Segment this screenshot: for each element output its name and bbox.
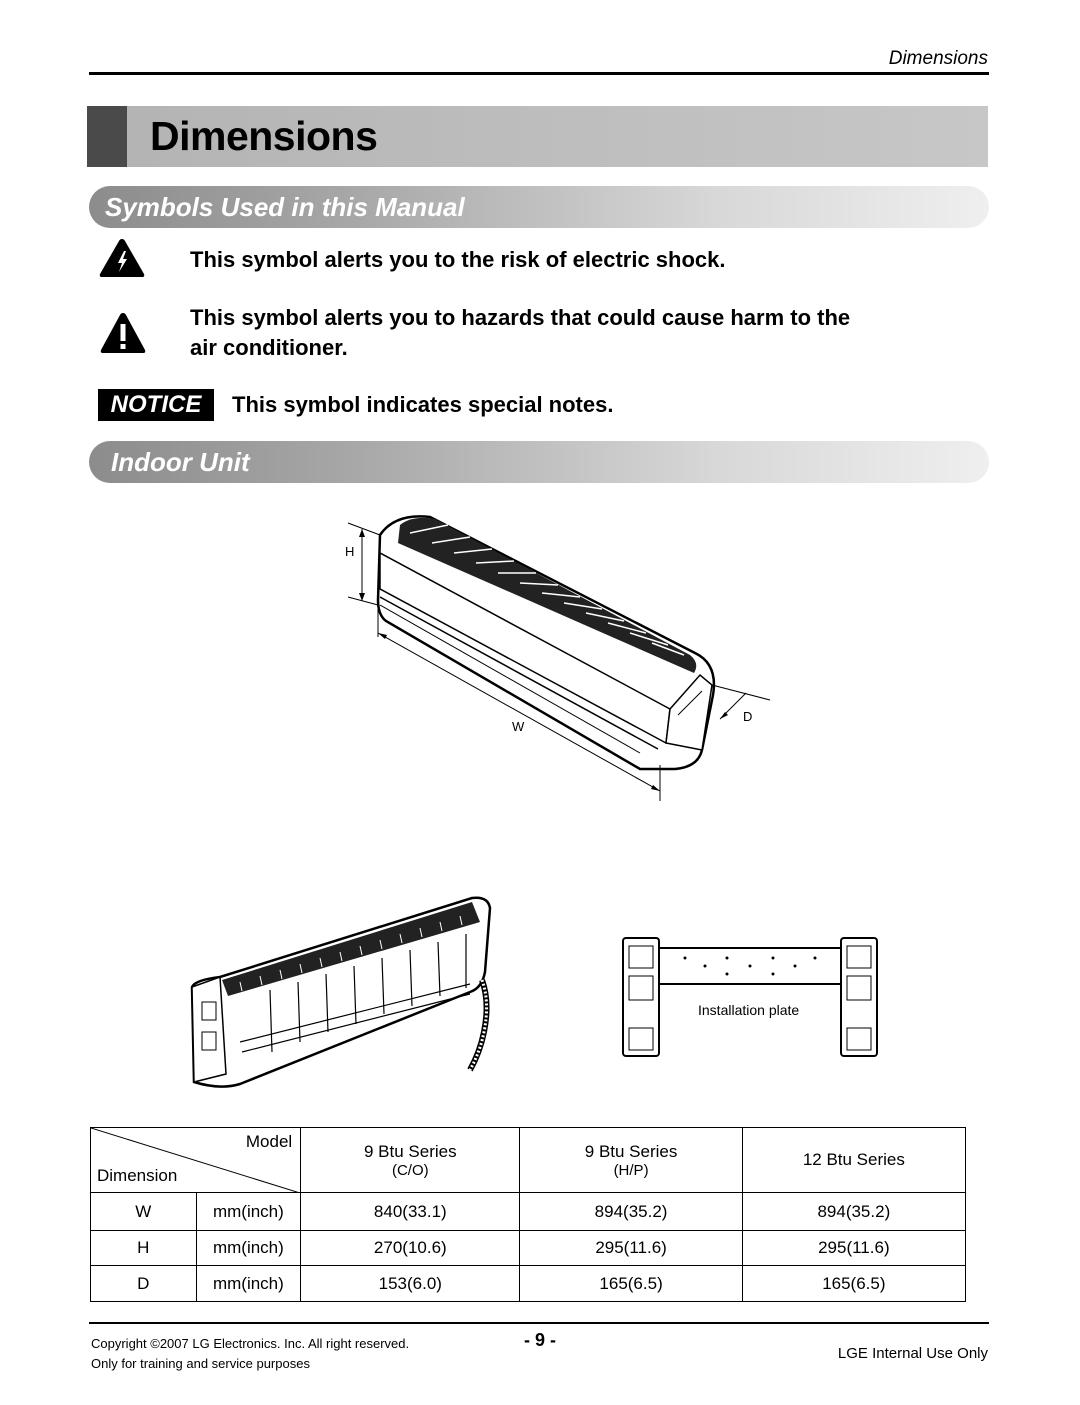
dimension-label-w: W bbox=[512, 719, 525, 734]
value-cell: 295(11.6) bbox=[742, 1231, 965, 1266]
notice-badge: NOTICE bbox=[98, 389, 214, 421]
footer-internal-use: LGE Internal Use Only bbox=[837, 1345, 988, 1362]
table-row bbox=[91, 1231, 966, 1266]
dimension-cell: W bbox=[91, 1193, 197, 1231]
value-cell: 894(35.2) bbox=[742, 1193, 965, 1231]
table-row bbox=[91, 1266, 966, 1302]
symbol-caution-text-line1: This symbol alerts you to hazards that could cause harm to the bbox=[190, 305, 851, 330]
column-header-line1: 9 Btu Series bbox=[584, 1141, 678, 1161]
installation-plate-label: Installation plate bbox=[698, 1002, 800, 1018]
symbols-section-bar bbox=[89, 186, 989, 228]
indoor-section-bar bbox=[89, 441, 989, 483]
footer-copyright: Copyright ©2007 LG Electronics. Inc. All right reserved. bbox=[91, 1336, 410, 1351]
value-cell: 894(35.2) bbox=[520, 1193, 742, 1231]
symbol-shock-text: This symbol alerts you to the risk of electric shock. bbox=[190, 247, 726, 272]
symbols-section-title: Symbols Used in this Manual bbox=[105, 192, 465, 222]
unit-cell: mm(inch) bbox=[196, 1193, 301, 1231]
electric-shock-warning-icon bbox=[98, 237, 146, 279]
running-header: Dimensions bbox=[888, 48, 988, 69]
page-title: Dimensions bbox=[150, 113, 378, 159]
table-header-row bbox=[91, 1128, 966, 1193]
indoor-section-title: Indoor Unit bbox=[111, 447, 250, 477]
value-cell: 295(11.6) bbox=[520, 1231, 742, 1266]
value-cell: 840(33.1) bbox=[301, 1193, 520, 1231]
value-cell: 270(10.6) bbox=[301, 1231, 520, 1266]
symbol-notice-text: This symbol indicates special notes. bbox=[232, 392, 614, 417]
dimension-label-h: H bbox=[345, 544, 355, 559]
model-dimension-header-cell bbox=[91, 1128, 301, 1193]
footer-training-note: Only for training and service purposes bbox=[91, 1356, 310, 1371]
column-header-line2: (C/O) bbox=[391, 1161, 429, 1179]
dimension-label-d: D bbox=[743, 709, 753, 724]
value-cell: 153(6.0) bbox=[301, 1266, 520, 1302]
table-row bbox=[91, 1193, 966, 1231]
value-cell: 165(6.5) bbox=[520, 1266, 742, 1302]
column-header-12btu bbox=[742, 1128, 965, 1193]
column-header-9btu-hp bbox=[520, 1128, 742, 1193]
header-rule bbox=[89, 72, 989, 75]
column-header-9btu-co bbox=[301, 1128, 520, 1193]
page-number: - 9 - bbox=[523, 1330, 556, 1350]
title-block bbox=[87, 106, 127, 167]
indoor-unit-open-illustration bbox=[180, 892, 500, 1092]
column-header-line2: (H/P) bbox=[613, 1161, 649, 1179]
column-header-line1: 9 Btu Series bbox=[364, 1141, 457, 1161]
value-cell: 165(6.5) bbox=[742, 1266, 965, 1302]
unit-cell: mm(inch) bbox=[196, 1266, 301, 1302]
dimension-spec-table bbox=[90, 1127, 966, 1302]
column-header-line1: 12 Btu Series bbox=[802, 1150, 905, 1169]
installation-plate-illustration bbox=[615, 932, 885, 1062]
indoor-unit-dimension-drawing bbox=[340, 505, 780, 805]
dimension-cell: D bbox=[91, 1266, 197, 1302]
footer-rule bbox=[89, 1322, 989, 1324]
unit-cell: mm(inch) bbox=[196, 1231, 301, 1266]
caution-warning-icon bbox=[99, 311, 147, 355]
dimension-header-label: Dimension bbox=[97, 1166, 178, 1185]
symbol-caution-text-line2: air conditioner. bbox=[190, 335, 348, 360]
dimension-cell: H bbox=[91, 1231, 197, 1266]
model-header-label: Model bbox=[245, 1132, 293, 1151]
